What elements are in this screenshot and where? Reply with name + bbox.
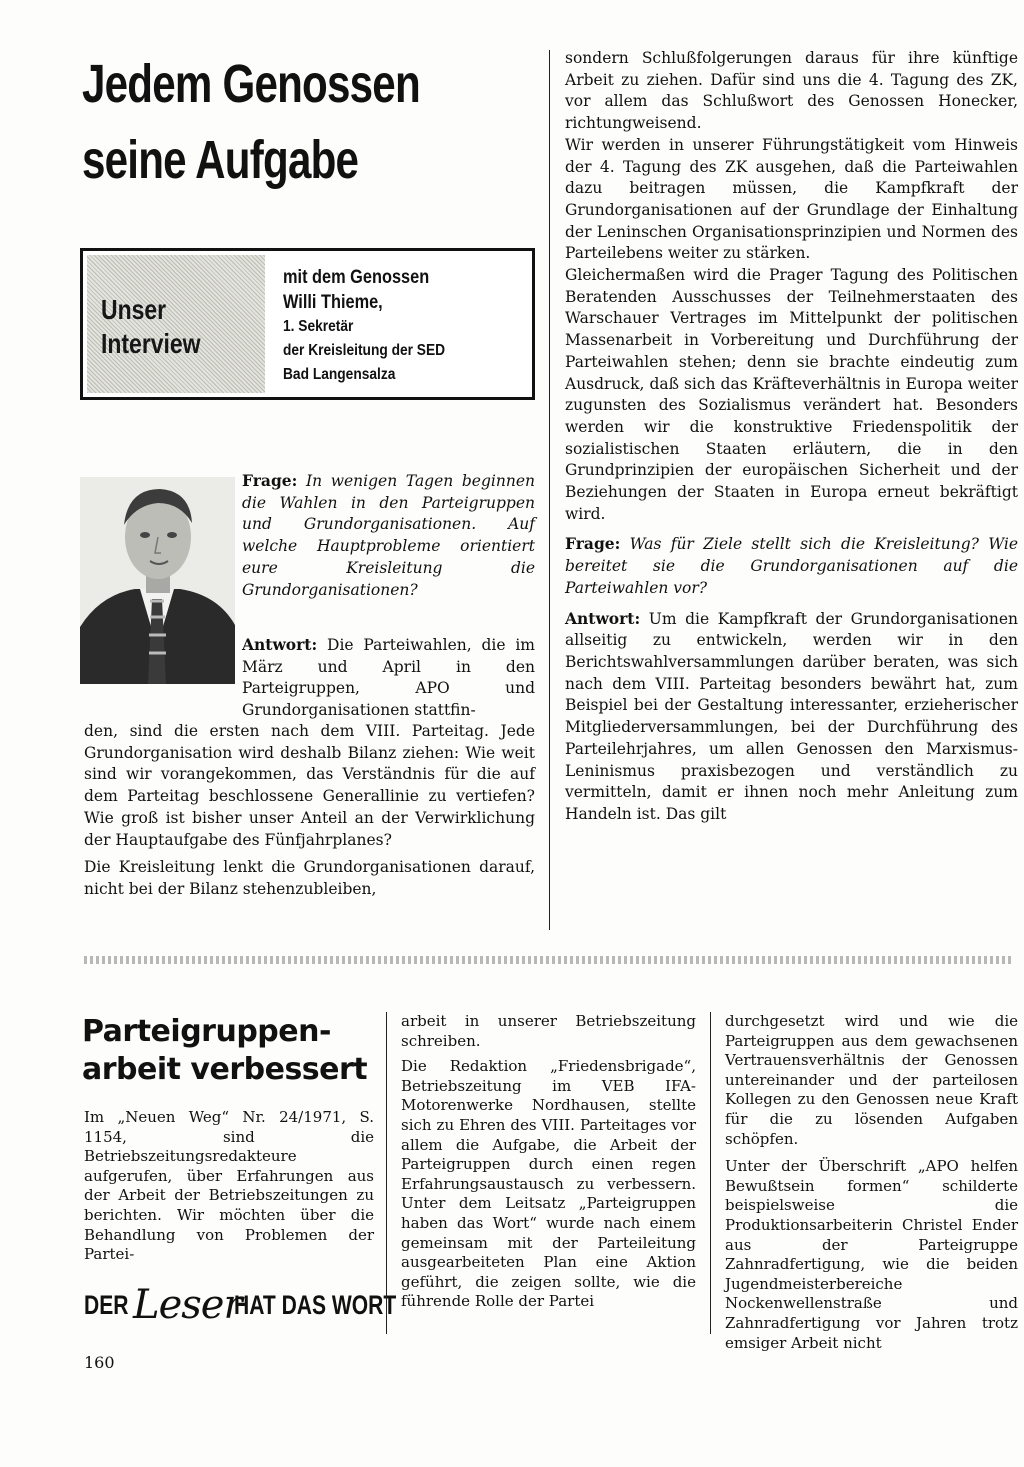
answer1-text-lead: Die Parteiwahlen, die im März und April in den Parteigruppen, APO und Grundorganisationen stattfin- [242,636,535,720]
interviewee-role: 1. Sekretär [283,318,354,335]
answer1-continuation: den, sind die ersten nach dem VIII. Parteitag. Jede Grundorganisation wird deshalb Bilanz ziehen: Wie weit sind wir vorangekommen, das Verständnis für die auf dem Parteitag beschlossene Generallinie zu vertiefen? Wie groß ist bisher unser Anteil an der Verwirklichung der Hauptaufgabe des Fünfjahrplanes? [84,722,535,849]
article2-col3 [725,1012,1018,1359]
banner-left: DER [84,1289,129,1320]
interviewee-org: der Kreisleitung der SED [283,342,446,359]
article2-divider-1 [386,1012,387,1334]
paragraph-kreisleitung: Die Kreisleitung lenkt die Grundorganisationen darauf, nicht bei der Bilanz stehenzubleiben, [84,858,535,898]
question1-text: In wenigen Tagen beginnen die Wahlen in den Parteigruppen und Grundorganisationen. Auf welche Hauptprobleme orientiert eure Kreisleitung die Grundorganisationen? [242,472,535,599]
answer2-label: Antwort: [565,608,641,628]
interview-label-panel [87,255,265,393]
banner-script: Leser [133,1282,242,1328]
question2-text: Was für Ziele stellt sich die Kreisleitung? Wie bereitet sie die Grundorganisationen auf die Parteiwahlen vor? [565,535,1018,597]
banner-right: HAT DAS WORT [233,1289,396,1320]
article-title [82,46,420,198]
right-paragraph-2: Wir werden in unserer Führungstätigkeit vom Hinweis der 4. Tagung des ZK ausgehen, daß die Parteiwahlen dazu beitragen müssen, die Kampfkraft der Grundorganisationen auf der Grundlage der Einhaltung der Leninschen Organisationsprinzipien und Normen des Parteilebens weiter zu stärken. [565,135,1018,263]
question1-paragraph [242,470,535,601]
article2-col2 [401,1012,696,1318]
answer2-paragraph [565,608,1018,826]
article2-col2-para1: arbeit in unserer Betriebszeitung schreiben. [401,1012,696,1050]
article-title-line2: seine Aufgabe [82,130,359,190]
article2-col1 [84,1108,374,1271]
interviewee-info [283,265,492,387]
answer2-text: Um die Kampfkraft der Grundorganisationen allseitig zu entwickeln, werden wir in den Berichtswahlversammlungen darüber beraten, was sich nach dem VIII. Parteitag besonders bewährt hat, zum Beispiel bei der Gestaltung interessanter, erzieherischer Mitgliederversammlungen, bei der Durchführung des Parteilehrjahres, um allen Genossen den Marxismus-Leninismus praxisbezogen und verständlich zu vermitteln, damit er ihnen noch mehr Anleitung zum Handeln ist. Das gilt [565,609,1018,823]
article2-col2-para2: Die Redaktion „Friedensbrigade“, Betriebszeitung im VEB IFA-Motorenwerke Nordhausen, stellte sich zu Ehren des VIII. Parteitages vor allem die Aufgabe, die Arbeit der Parteigruppen durch einen regen Erfahrungsaustausch zu verbessern. Unter dem Leitsatz „Parteigruppen haben das Wort“ wurde nach einem gemeinsam mit der Parteileitung ausgearbeiteten Plan eine Aktion geführt, die zeigen sollte, wie die führende Rolle der Partei [401,1057,696,1311]
question1-block [242,470,535,607]
article-title-line1: Jedem Genossen [82,54,420,114]
question1-label: Frage: [242,471,298,490]
interview-label-line2: Interview [101,328,201,359]
answer1-label: Antwort: [242,635,318,654]
article2-divider-2 [710,1012,711,1334]
interview-label-line1: Unser [101,294,167,325]
right-paragraph-3: Gleichermaßen wird die Prager Tagung des Politischen Beratenden Ausschusses der Teilnehmerstaaten des Warschauer Vertrages im Mittelpunkt der politischen Massenarbeit in Vorbereitung und Durchführung der Parteiwahlen stehen; denn sie brachte eindeutig zum Ausdruck, daß sich das Kräfteverhältnis in Europa weiter zugunsten des Sozialismus verändert hat. Besonders werden wir die konstruktive Friedenspolitik der sozialistischen Staaten erläutern, die in den Grundprinzipien der europäischen Sicherheit und der Beziehungen der Staaten in Europa erneut bekräftigt wird. [565,266,1018,523]
article2-col3-para1: durchgesetzt wird und wie die Parteigruppen aus dem gewachsenen Vertrauensverhältnis der Genossen untereinander und der parteilosen Kollegen zu den Genossen neue Kraft für die zu lösenden Aufgaben schöpfen. [725,1012,1018,1148]
article2-title [82,1013,367,1089]
question2-label: Frage: [565,534,621,554]
right-column [565,48,1018,830]
article2-title-line2: arbeit verbessert [82,1052,368,1087]
interviewee-location: Bad Langensalza [283,366,396,383]
question2-paragraph [565,533,1018,599]
page-number: 160 [84,1353,115,1372]
reader-banner [84,1280,396,1330]
interviewee-line1: mit dem Genossen [283,267,430,288]
article2-title-line1: Parteigruppen- [82,1014,331,1049]
column-divider [549,50,550,930]
interview-box [80,248,535,400]
section-separator [84,956,1014,964]
right-paragraph-1: sondern Schlußfolgerungen daraus für ihre künftige Arbeit zu ziehen. Dafür sind uns die 4. Tagung des ZK, vor allem das Schlußwort des Genossen Honecker, richtungweisend. [565,49,1018,133]
article2-col1-text: Im „Neuen Weg“ Nr. 24/1971, S. 1154, sind die Betriebszeitungsredakteure aufgerufen, über Erfahrungen aus der Arbeit der Betriebszeitungen zu berichten. Wir möchten über die Behandlung von Problemen der Partei- [84,1108,374,1264]
article2-col3-para2: Unter der Überschrift „APO helfen Bewußtsein formen“ schilderte beispielsweise die Produktionsarbeiterin Christel Ender aus der Parteigruppe Zahnradfertigung, wie die beiden Jugendmeisterbereiche Nockenwellenstraße und Zahnradfertigung vor Jahren trotz emsiger Arbeit nicht [725,1157,1018,1352]
interviewee-name: Willi Thieme, [283,292,383,313]
